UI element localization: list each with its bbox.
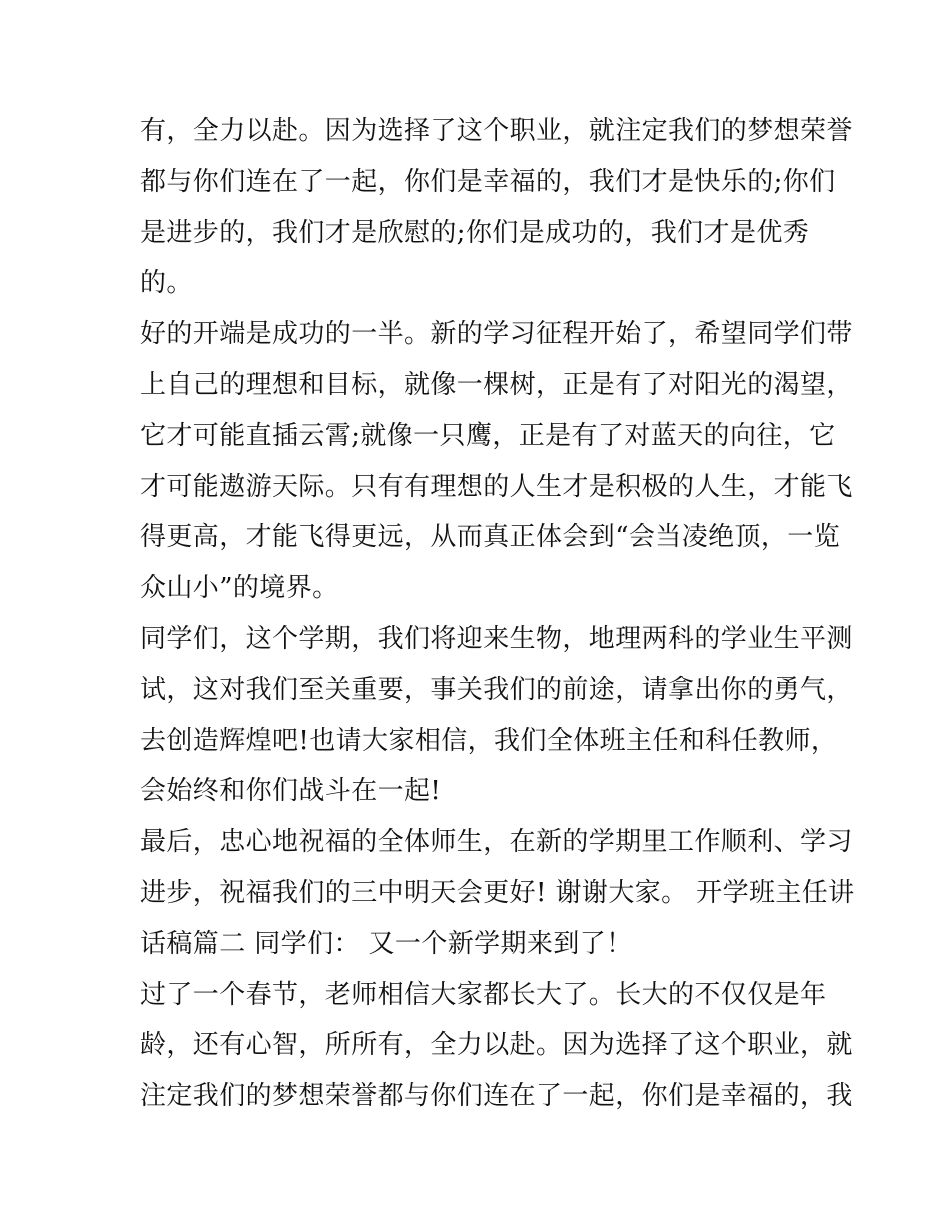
text-line: 会始终和你们战斗在一起!	[140, 776, 442, 807]
text-line: 最后，忠心地祝福的全体师生，在新的学期里工作顺利、学习	[140, 827, 853, 858]
text-line: 有，全力以赴。因为选择了这个职业，就注定我们的梦想荣誉	[140, 116, 853, 146]
text-line: 好的开端是成功的一半。新的学习征程开始了，希望同学们带	[140, 319, 853, 350]
text-line: 试，这对我们至关重要，事关我们的前途，请拿出你的勇气，	[140, 674, 853, 705]
text-line: 进步，祝福我们的三中明天会更好! 谢谢大家。 开学班主任讲	[140, 877, 855, 908]
text-line: 龄，还有心智，所所有，全力以赴。因为选择了这个职业，就	[140, 1030, 853, 1061]
body-text	[140, 106, 855, 1122]
text-line: 得更高，才能飞得更远，从而真正体会到“会当凌绝顶，一览	[140, 522, 841, 553]
text-line: 众山小”的境界。	[140, 573, 339, 604]
text-line: 注定我们的梦想荣誉都与你们连在了一起，你们是幸福的，我	[140, 1081, 853, 1112]
text-line: 去创造辉煌吧!也请大家相信，我们全体班主任和科任教师，	[140, 725, 838, 756]
text-line: 过了一个春节，老师相信大家都长大了。长大的不仅仅是年	[140, 979, 827, 1010]
text-line: 上自己的理想和目标，就像一棵树，正是有了对阳光的渴望，	[140, 369, 853, 400]
text-line: 它才可能直插云霄;就像一只鹰，正是有了对蓝天的向往，它	[140, 420, 836, 451]
text-line: 都与你们连在了一起，你们是幸福的，我们才是快乐的;你们	[140, 166, 836, 197]
text-line: 同学们，这个学期，我们将迎来生物，地理两科的学业生平测	[140, 623, 853, 654]
text-line: 的。	[140, 268, 193, 299]
text-line: 是进步的，我们才是欣慰的;你们是成功的，我们才是优秀	[140, 217, 810, 248]
text-line: 才可能遨游天际。只有有理想的人生才是积极的人生，才能飞	[140, 471, 853, 502]
text-line: 话稿篇二 同学们： 又一个新学期来到了！	[140, 928, 633, 959]
